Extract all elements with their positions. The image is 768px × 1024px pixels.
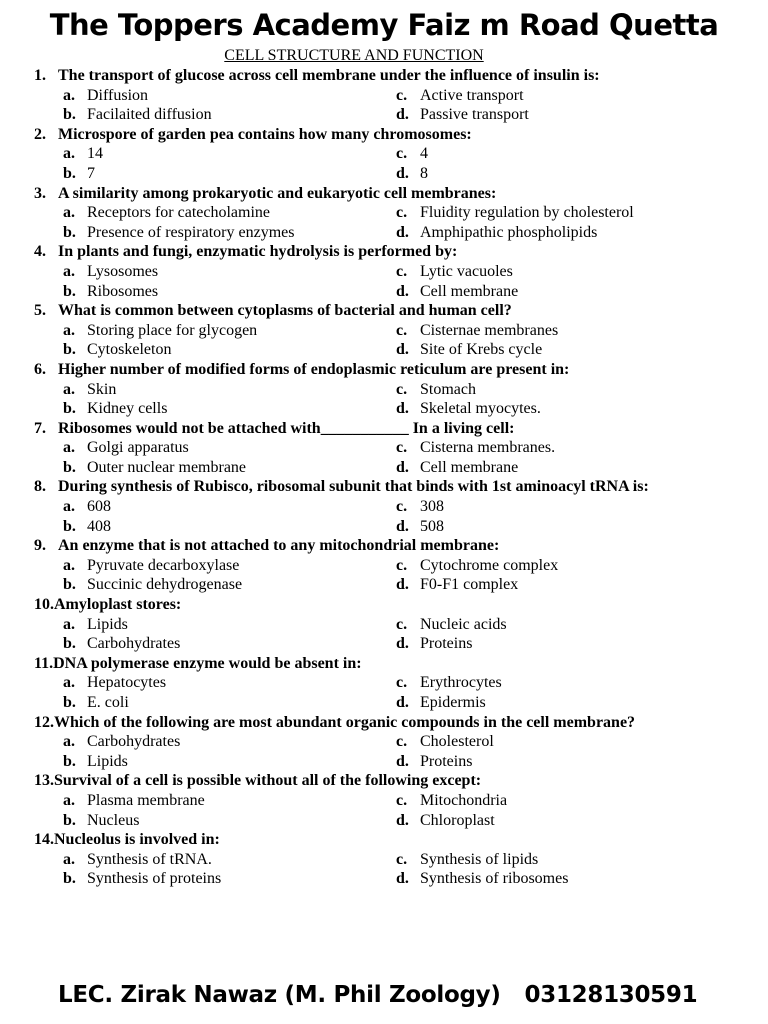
option-row [34, 262, 734, 282]
answer-option [34, 752, 396, 772]
answer-option [34, 203, 396, 223]
answer-option [34, 556, 396, 576]
option-text: Outer nuclear membrane [87, 458, 247, 476]
option-letter: d. [396, 870, 409, 888]
option-letter: b. [63, 400, 76, 418]
answer-option [396, 340, 734, 360]
option-text: Skeletal myocytes. [420, 400, 541, 418]
option-text: Synthesis of proteins [87, 870, 222, 888]
answer-option [396, 223, 734, 243]
option-text: 408 [87, 517, 111, 535]
question-number: 5. [34, 302, 46, 320]
option-text: Skin [87, 380, 117, 398]
question-stem: A similarity among prokaryotic and eukaryotic cell membranes: [58, 184, 497, 202]
question-text [34, 477, 734, 497]
answer-option [396, 850, 734, 870]
option-text: Synthesis of lipids [420, 850, 539, 868]
option-text: Cisterna membranes. [420, 439, 556, 457]
option-letter: a. [63, 145, 75, 163]
question-stem: The transport of glucose across cell membrane under the influence of insulin is: [58, 67, 600, 84]
question-stem: During synthesis of Rubisco, ribosomal subunit that binds with 1st aminoacyl tRNA is: [58, 478, 649, 496]
option-row [34, 321, 734, 341]
option-row [34, 732, 734, 752]
option-row [34, 693, 734, 713]
option-row [34, 752, 734, 772]
option-letter: c. [396, 86, 408, 104]
option-letter: c. [396, 615, 408, 633]
academy-title: The Toppers Academy Faiz m Road Quetta [49, 8, 719, 42]
option-row [34, 380, 734, 400]
option-letter: b. [63, 576, 76, 594]
option-text: Epidermis [420, 694, 486, 711]
answer-option [34, 673, 396, 693]
answer-option [396, 203, 734, 223]
option-text: Carbohydrates [87, 635, 181, 653]
option-letter: a. [63, 262, 75, 280]
question-item [34, 301, 734, 360]
question-item [34, 713, 734, 772]
option-row [34, 497, 734, 517]
question-item [34, 536, 734, 595]
answer-option [34, 517, 396, 537]
option-letter: c. [396, 498, 408, 516]
question-text [34, 536, 734, 556]
answer-option [396, 556, 734, 576]
answer-option [34, 105, 396, 125]
option-row [34, 282, 734, 302]
answer-option [396, 458, 734, 478]
answer-option [396, 262, 734, 282]
question-item [34, 771, 734, 830]
option-text: Receptors for catecholamine [87, 204, 271, 222]
answer-option [34, 86, 396, 106]
question-list [34, 66, 734, 889]
option-text: Proteins [420, 752, 473, 770]
option-letter: c. [396, 850, 408, 868]
option-text: F0-F1 complex [420, 576, 519, 594]
option-letter: d. [396, 164, 409, 182]
option-text: Diffusion [87, 86, 149, 104]
option-letter: b. [63, 223, 76, 241]
answer-option [34, 144, 396, 164]
option-letter: a. [63, 380, 75, 398]
answer-option [34, 458, 396, 478]
answer-option [396, 634, 734, 654]
question-number: 10. [34, 596, 54, 614]
footer [58, 982, 697, 1008]
question-stem: Nucleolus is involved in: [54, 831, 220, 849]
answer-option [34, 321, 396, 341]
answer-option [396, 869, 734, 889]
answer-option [396, 673, 734, 693]
option-text: Cholesterol [420, 733, 494, 751]
question-text [34, 184, 734, 204]
answer-option [396, 752, 734, 772]
question-stem: Higher number of modified forms of endoplasmic reticulum are present in: [58, 360, 570, 378]
teacher-name: LEC. Zirak Nawaz (M. Phil Zoology) [58, 982, 501, 1008]
option-text: Proteins [420, 635, 473, 653]
option-row [34, 869, 734, 889]
question-item [34, 66, 734, 125]
option-text: Cytoskeleton [87, 341, 172, 359]
question-item [34, 477, 734, 536]
question-number: 1. [34, 67, 46, 84]
option-text: Pyruvate decarboxylase [87, 556, 240, 574]
option-row [34, 517, 734, 537]
option-text: Golgi apparatus [87, 439, 189, 457]
option-row [34, 105, 734, 125]
option-text: Site of Krebs cycle [420, 341, 543, 359]
option-text: Succinic dehydrogenase [87, 576, 243, 594]
option-text: Carbohydrates [87, 733, 181, 751]
answer-option [396, 615, 734, 635]
question-item [34, 595, 734, 654]
question-stem: What is common between cytoplasms of bacterial and human cell? [58, 302, 512, 320]
answer-option [34, 340, 396, 360]
question-text [34, 419, 734, 439]
option-row [34, 791, 734, 811]
option-text: 8 [420, 164, 428, 182]
phone-number: 03128130591 [524, 982, 698, 1008]
option-row [34, 615, 734, 635]
question-text [34, 360, 734, 380]
question-item [34, 125, 734, 184]
option-letter: b. [63, 694, 76, 711]
option-letter: c. [396, 674, 408, 692]
option-letter: d. [396, 752, 409, 770]
option-letter: a. [63, 615, 75, 633]
option-letter: a. [63, 850, 75, 868]
option-text: Cell membrane [420, 282, 519, 300]
question-number: 11. [34, 654, 54, 672]
question-number: 9. [34, 537, 46, 555]
answer-option [34, 164, 396, 184]
option-letter: b. [63, 517, 76, 535]
answer-option [396, 282, 734, 302]
option-text: Hepatocytes [87, 674, 167, 692]
option-letter: a. [63, 791, 75, 809]
answer-option [396, 732, 734, 752]
option-text: Erythrocytes [420, 674, 502, 692]
answer-option [396, 144, 734, 164]
question-number: 4. [34, 243, 46, 261]
option-letter: a. [63, 498, 75, 516]
question-number: 7. [34, 419, 46, 437]
question-text [34, 713, 734, 733]
question-number: 2. [34, 125, 46, 143]
question-text [34, 301, 734, 321]
option-text: Chloroplast [420, 811, 495, 829]
option-text: Plasma membrane [87, 791, 205, 809]
answer-option [396, 438, 734, 458]
option-row [34, 399, 734, 419]
question-text [34, 125, 734, 145]
option-text: Presence of respiratory enzymes [87, 223, 295, 241]
option-text: 14 [87, 145, 103, 163]
option-letter: b. [63, 811, 76, 829]
question-stem: Ribosomes would not be attached with___________ In a living cell: [58, 419, 515, 437]
question-number: 13. [34, 772, 54, 790]
option-letter: c. [396, 556, 408, 574]
option-letter: d. [396, 811, 409, 829]
option-letter: a. [63, 674, 75, 692]
option-text: Active transport [420, 86, 524, 104]
answer-option [396, 380, 734, 400]
option-letter: a. [63, 86, 75, 104]
option-text: 508 [420, 517, 444, 535]
option-text: Stomach [420, 380, 476, 398]
option-text: Cell membrane [420, 458, 519, 476]
option-letter: d. [396, 694, 409, 711]
answer-option [396, 811, 734, 831]
option-text: Cytochrome complex [420, 556, 559, 574]
option-letter: d. [396, 576, 409, 594]
option-letter: b. [63, 635, 76, 653]
answer-option [34, 575, 396, 595]
question-stem: An enzyme that is not attached to any mitochondrial membrane: [58, 537, 500, 555]
option-letter: b. [63, 106, 76, 124]
question-text [34, 771, 734, 791]
option-letter: c. [396, 204, 408, 222]
option-text: Lytic vacuoles [420, 262, 513, 280]
chapter-title: CELL STRUCTURE AND FUNCTION [224, 47, 484, 64]
option-text: Passive transport [420, 106, 529, 124]
option-text: Facilaited diffusion [87, 106, 212, 124]
answer-option [396, 321, 734, 341]
question-text [34, 242, 734, 262]
option-letter: d. [396, 517, 409, 535]
option-letter: b. [63, 752, 76, 770]
option-letter: d. [396, 635, 409, 653]
answer-option [34, 634, 396, 654]
answer-option [34, 811, 396, 831]
option-letter: c. [396, 380, 408, 398]
option-letter: b. [63, 870, 76, 888]
answer-option [34, 497, 396, 517]
option-letter: b. [63, 164, 76, 182]
answer-option [34, 438, 396, 458]
question-text [34, 595, 734, 615]
question-text [34, 654, 734, 674]
answer-option [34, 262, 396, 282]
answer-option [34, 732, 396, 752]
option-row [34, 223, 734, 243]
option-text: Storing place for glycogen [87, 321, 258, 339]
option-row [34, 556, 734, 576]
question-stem: Microspore of garden pea contains how many chromosomes: [58, 125, 472, 143]
option-letter: c. [396, 321, 408, 339]
option-letter: c. [396, 262, 408, 280]
question-text [34, 830, 734, 850]
question-number: 8. [34, 478, 46, 496]
question-item [34, 184, 734, 243]
option-text: Lipids [87, 615, 128, 633]
answer-option [34, 869, 396, 889]
question-number: 6. [34, 360, 46, 378]
option-text: 308 [420, 498, 444, 516]
answer-option [396, 164, 734, 184]
option-text: Nucleic acids [420, 615, 507, 633]
option-row [34, 164, 734, 184]
option-letter: c. [396, 145, 408, 163]
answer-option [396, 693, 734, 713]
option-text: E. coli [87, 694, 129, 711]
option-letter: c. [396, 791, 408, 809]
option-row [34, 850, 734, 870]
answer-option [396, 575, 734, 595]
question-stem: In plants and fungi, enzymatic hydrolysis is performed by: [58, 243, 458, 261]
option-row [34, 144, 734, 164]
answer-option [34, 380, 396, 400]
question-stem: Amyloplast stores: [54, 596, 182, 614]
option-text: Fluidity regulation by cholesterol [420, 204, 634, 222]
option-text: Lipids [87, 752, 128, 770]
option-letter: c. [396, 439, 408, 457]
question-stem: Which of the following are most abundant organic compounds in the cell membrane? [54, 713, 636, 731]
option-letter: a. [63, 204, 75, 222]
option-text: Nucleus [87, 811, 140, 829]
option-letter: b. [63, 458, 76, 476]
option-text: Mitochondria [420, 791, 508, 809]
question-item [34, 654, 734, 713]
question-number: 3. [34, 184, 46, 202]
question-item [34, 242, 734, 301]
option-text: 4 [420, 145, 428, 163]
question-item [34, 360, 734, 419]
option-letter: a. [63, 439, 75, 457]
answer-option [34, 399, 396, 419]
option-text: Synthesis of tRNA. [87, 850, 212, 868]
answer-option [34, 615, 396, 635]
option-text: Synthesis of ribosomes [420, 870, 569, 888]
option-text: Lysosomes [87, 262, 159, 280]
option-letter: b. [63, 282, 76, 300]
option-row [34, 86, 734, 106]
option-letter: d. [396, 282, 409, 300]
option-letter: a. [63, 556, 75, 574]
answer-option [396, 105, 734, 125]
question-stem: DNA polymerase enzyme would be absent in: [53, 654, 362, 672]
option-text: Kidney cells [87, 400, 168, 418]
answer-option [396, 791, 734, 811]
option-letter: d. [396, 341, 409, 359]
option-letter: d. [396, 223, 409, 241]
option-row [34, 673, 734, 693]
option-row [34, 438, 734, 458]
option-letter: c. [396, 733, 408, 751]
answer-option [34, 693, 396, 713]
option-row [34, 203, 734, 223]
question-text [34, 66, 734, 86]
option-row [34, 575, 734, 595]
question-item [34, 830, 734, 889]
answer-option [396, 497, 734, 517]
question-number: 12. [34, 713, 54, 731]
answer-option [396, 86, 734, 106]
option-text: Ribosomes [87, 282, 159, 300]
option-letter: a. [63, 321, 75, 339]
option-text: Cisternae membranes [420, 321, 559, 339]
option-letter: d. [396, 400, 409, 418]
option-text: Amphipathic phospholipids [420, 223, 598, 241]
answer-option [34, 223, 396, 243]
answer-option [34, 850, 396, 870]
option-letter: a. [63, 733, 75, 751]
answer-option [396, 517, 734, 537]
option-text: 7 [87, 164, 95, 182]
option-row [34, 340, 734, 360]
question-number: 14. [34, 831, 54, 849]
answer-option [396, 399, 734, 419]
question-item [34, 419, 734, 478]
option-letter: d. [396, 106, 409, 124]
answer-option [34, 791, 396, 811]
option-text: 608 [87, 498, 111, 516]
question-stem: Survival of a cell is possible without all of the following except: [54, 772, 482, 790]
option-letter: d. [396, 458, 409, 476]
option-row [34, 634, 734, 654]
option-row [34, 458, 734, 478]
option-letter: b. [63, 341, 76, 359]
option-row [34, 811, 734, 831]
answer-option [34, 282, 396, 302]
